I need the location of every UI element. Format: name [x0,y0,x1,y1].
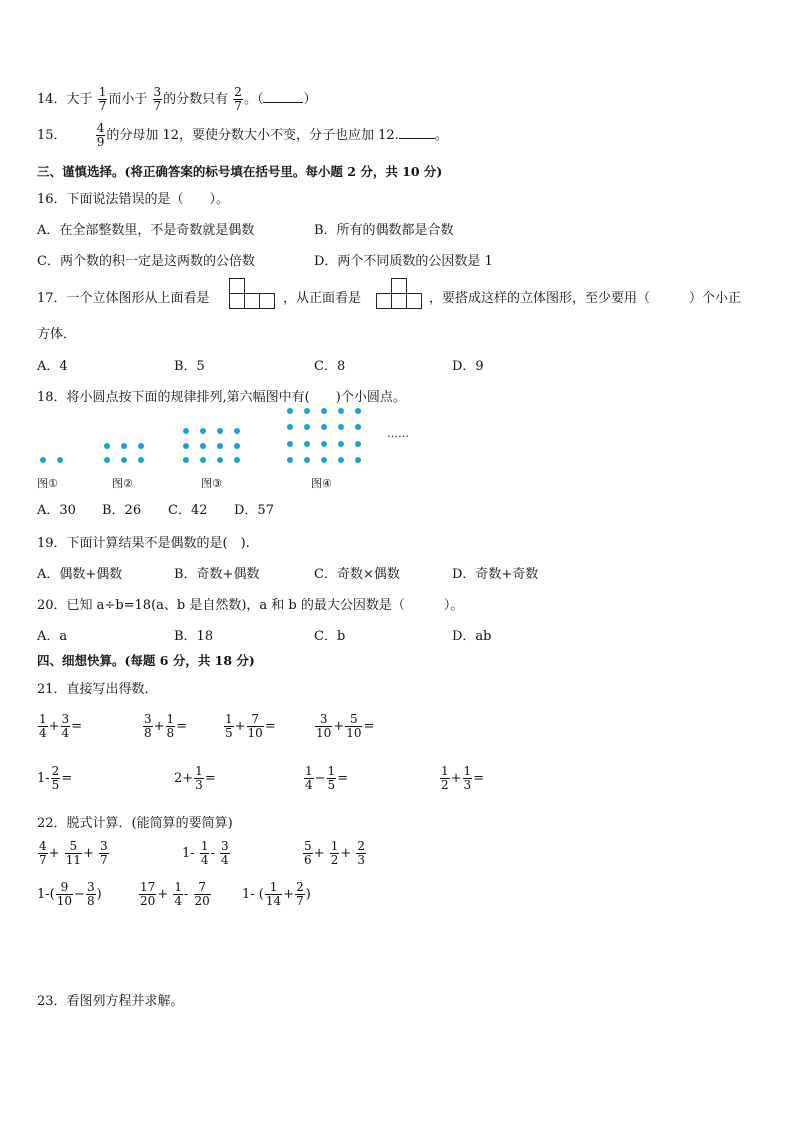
question-17-stem-part1: 17．一个立体图形从上面看是 [37,291,210,306]
option-d[interactable]: D．ab [452,629,492,644]
option-c[interactable]: C．b [314,629,346,644]
expression: 1- ( $\frac{1}{14}$ + $\frac{2}{7}$ ) [242,880,311,908]
option-b[interactable]: B．26 [102,503,142,518]
option-a[interactable]: A．偶数+偶数 [37,567,123,582]
section-3-heading: 三、谨慎选择。(将正确答案的标号填在括号里。每小题 2 分，共 10 分) [37,164,443,179]
question-14: 14．大于 $\frac{1}{7}$ 而小于 $\frac{3}{7}$ 的分数只有 $\frac{2}{7}$ 。（ ） [37,85,317,113]
question-20-stem: 20．已知 a÷b=18(a、b 是自然数)，a 和 b 的最大公因数是（ ）。 [37,598,464,613]
expression: 1- $\frac{2}{5}$ = [37,764,73,792]
question-17-stem-part4: 方体． [37,327,77,342]
fraction: $\frac{4}{9}$ [96,121,105,149]
option-d[interactable]: D．奇数+奇数 [452,567,539,582]
option-a[interactable]: A．a [37,629,68,644]
figure-3-dots [183,428,240,463]
expression: 2+ $\frac{1}{3}$ = [174,764,216,792]
figure-label-4: 图④ [311,477,332,490]
option-b[interactable]: B．18 [174,629,214,644]
answer-blank[interactable] [399,138,435,139]
figure-label-1: 图① [37,477,58,490]
option-b[interactable]: B．所有的偶数都是合数 [314,223,454,238]
option-d[interactable]: D．57 [234,503,274,518]
expression: $\frac{5}{6}$ + $\frac{1}{2}$ + $\frac{2}{3}$ [304,839,366,867]
question-19-stem: 19．下面计算结果不是偶数的是( ). [37,536,250,551]
option-a[interactable]: A．4 [37,359,68,374]
expression: $\frac{1}{4}$ − $\frac{1}{5}$ = [305,764,349,792]
option-c[interactable]: C．42 [168,503,208,518]
option-b[interactable]: B．奇数+偶数 [174,567,260,582]
option-d[interactable]: D．两个不同质数的公因数是 1 [314,254,493,269]
option-c[interactable]: C．奇数×偶数 [314,567,400,582]
figure-label-3: 图③ [201,477,222,490]
section-4-heading: 四、细想快算。(每题 6 分，共 18 分) [37,653,255,668]
expression: $\frac{1}{4}$ + $\frac{3}{4}$ = [39,712,83,740]
expression: $\frac{1}{5}$ + $\frac{7}{10}$ = [225,712,276,740]
option-c[interactable]: C．两个数的积一定是这两数的公倍数 [37,254,255,269]
question-17-stem-part2: ，从正面看是 [283,291,362,306]
option-c[interactable]: C．8 [314,359,346,374]
expression: $\frac{1}{2}$ + $\frac{1}{3}$ = [441,764,485,792]
question-16-stem: 16．下面说法错误的是（ ）。 [37,192,230,207]
question-23-stem: 23．看图列方程并求解。 [37,994,184,1009]
figure-4-dots [287,408,361,463]
option-b[interactable]: B．5 [174,359,205,374]
question-18-stem: 18．将小圆点按下面的规律排列,第六幅图中有( )个小圆点。 [37,390,406,405]
figure-1-dots [40,457,63,463]
figure-label-2: 图② [112,477,133,490]
expression: $\frac{17}{20}$ + $\frac{1}{4}$ - $\frac{7}{20}$ [140,880,210,908]
expression: $\frac{3}{10}$ + $\frac{5}{10}$ = [316,712,375,740]
question-15: 15． $\frac{4}{9}$ 的分母加 12，要使分数大小不变，分子也应加 12. 。 [37,121,448,149]
expression: 1-( $\frac{9}{10}$ − $\frac{3}{8}$ ) [37,880,102,908]
fraction: $\frac{2}{7}$ [234,85,242,113]
expression: $\frac{4}{7}$ + $\frac{5}{11}$ + $\frac{3}{7}$ [39,839,108,867]
option-a[interactable]: A．在全部整数里，不是奇数就是偶数 [37,223,255,238]
expression: 1- $\frac{1}{4}$ - $\frac{3}{4}$ [182,839,229,867]
figure-2-dots [104,443,144,463]
option-a[interactable]: A．30 [37,503,76,518]
option-d[interactable]: D．9 [452,359,484,374]
ellipsis: …… [387,427,409,440]
question-21-stem: 21．直接写出得数． [37,682,158,697]
fraction: $\frac{1}{7}$ [98,85,107,113]
question-17-stem-part3: ，要搭成这样的立体图形，至少要用（ ）个小正 [429,291,742,306]
question-22-stem: 22．脱式计算．(能简算的要简算) [37,816,233,831]
answer-blank[interactable] [263,102,303,103]
fraction: $\frac{3}{7}$ [153,85,162,113]
expression: $\frac{3}{8}$ + $\frac{1}{8}$ = [144,712,188,740]
